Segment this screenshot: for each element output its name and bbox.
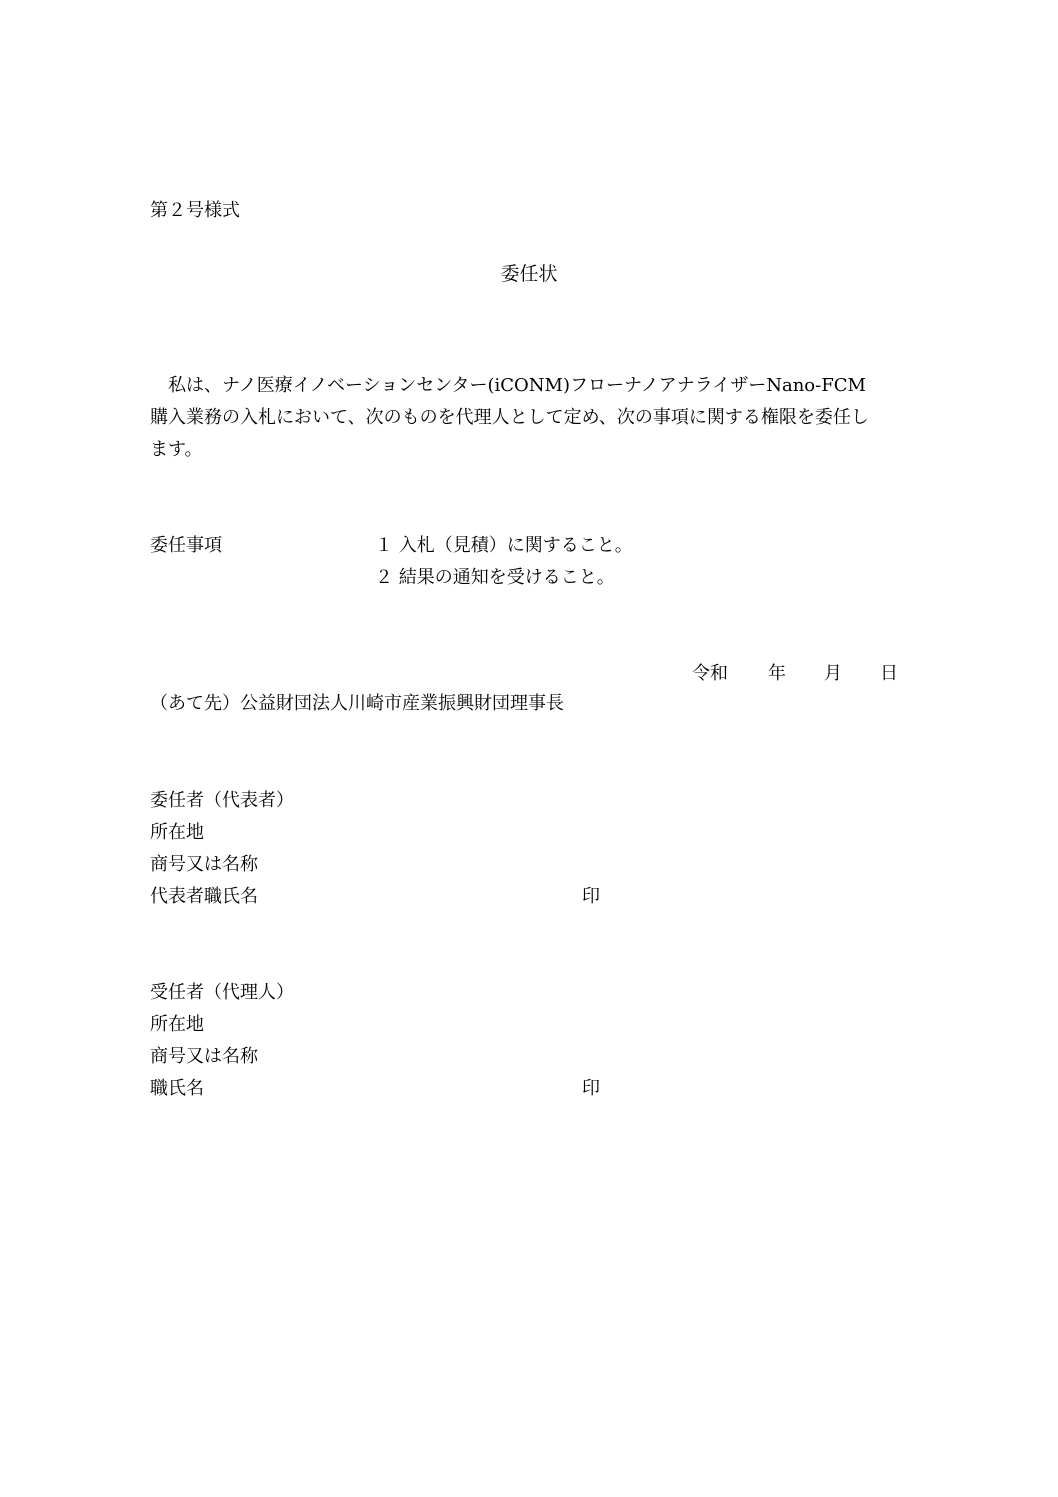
delegate-seal-mark: 印 <box>582 1078 600 1099</box>
delegator-representative-label: 代表者職氏名 <box>150 886 258 907</box>
delegate-name-label: 商号又は名称 <box>150 1046 258 1067</box>
date-day: 日 <box>880 663 898 684</box>
date-year: 年 <box>768 663 786 684</box>
delegate-address-label: 所在地 <box>150 1014 204 1035</box>
intro-line-1: 私は、ナノ医療イノベーションセンター(iCONM)フローナノアナライザーNano-FCM <box>168 375 866 396</box>
delegate-heading: 受任者（代理人） <box>150 982 294 1003</box>
date-month: 月 <box>824 663 842 684</box>
intro-line-2: 購入業務の入札において、次のものを代理人として定め、次の事項に関する権限を委任し <box>150 407 869 428</box>
date-era: 令和 <box>692 663 728 684</box>
addressee: （あて先）公益財団法人川崎市産業振興財団理事長 <box>150 693 564 714</box>
document-title: 委任状 <box>500 263 558 285</box>
delegated-matter-item: １ 入札（見積）に関すること。 <box>375 535 633 556</box>
form-number: 第２号様式 <box>150 200 240 221</box>
delegator-seal-mark: 印 <box>582 886 600 907</box>
delegator-address-label: 所在地 <box>150 822 204 843</box>
delegator-heading: 委任者（代表者） <box>150 790 294 811</box>
delegated-matters-label: 委任事項 <box>150 535 222 556</box>
delegator-name-label: 商号又は名称 <box>150 854 258 875</box>
intro-line-3: ます。 <box>150 439 203 460</box>
delegated-matter-item: ２ 結果の通知を受けること。 <box>375 567 615 588</box>
delegate-representative-label: 職氏名 <box>150 1078 204 1099</box>
